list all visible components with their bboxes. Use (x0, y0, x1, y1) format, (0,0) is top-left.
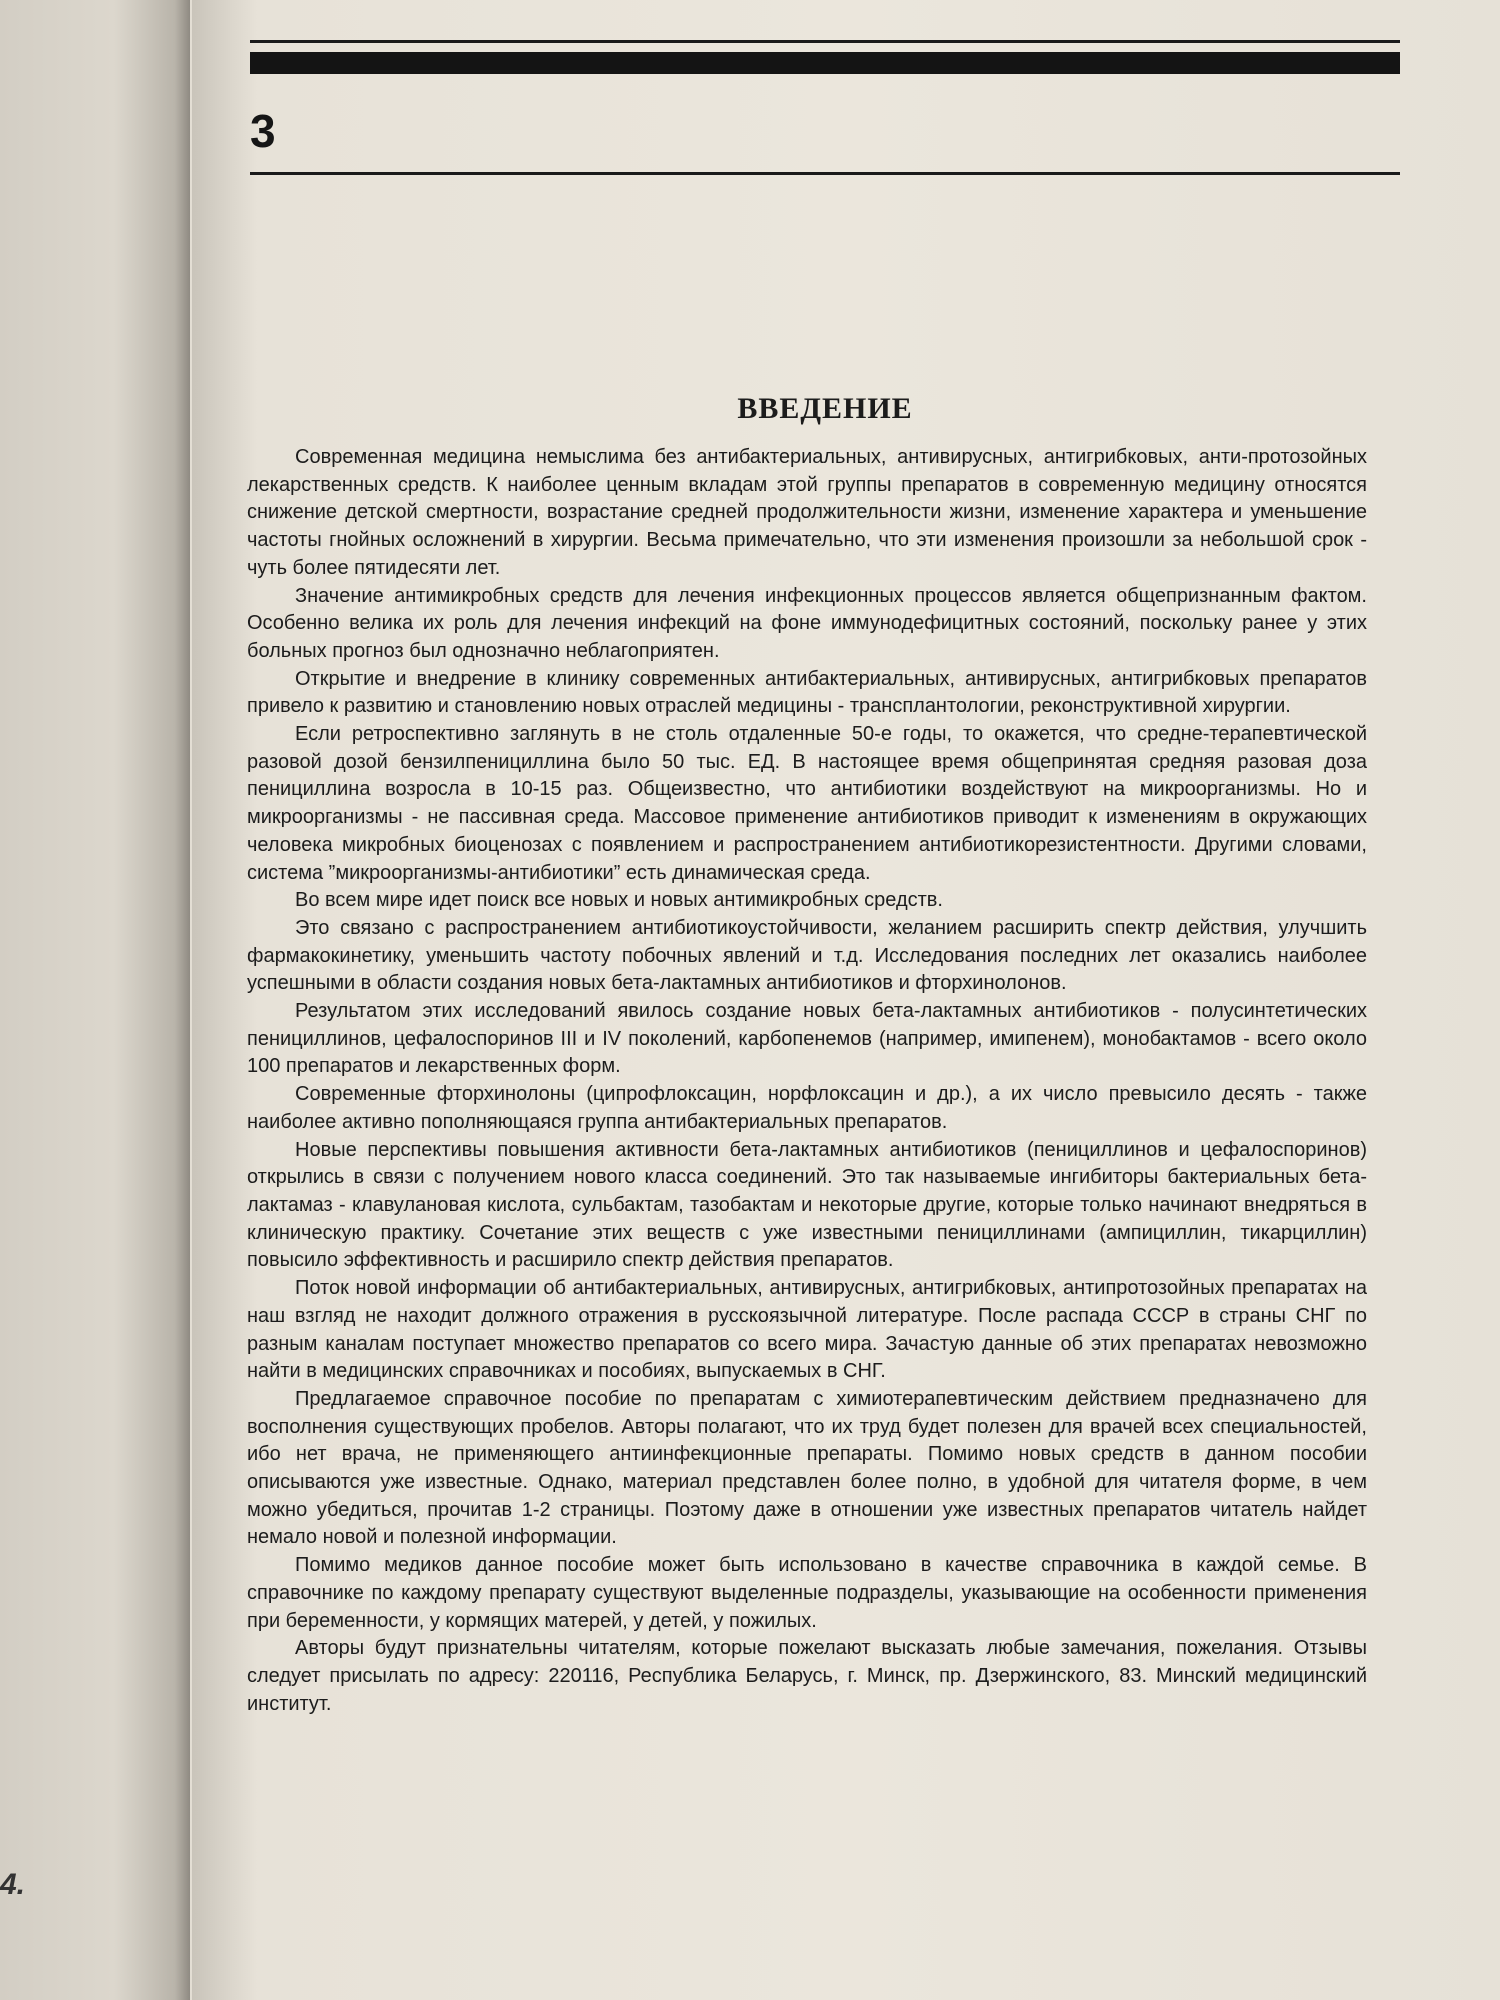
header-rule-thick (250, 52, 1400, 74)
paragraph: Поток новой информации об антибактериальных, антивирусных, антигрибковых, антипротозойных препаратах на наш взгляд не находит должного отражения в русскоязычной литературе. После распада СССР в страны СНГ по разным каналам поступает множество препаратов со всего мира. Зачастую данные об этих препаратах невозможно найти в медицинских справочниках и пособиях, выпускаемых в СНГ. (247, 1277, 1367, 1383)
paragraph: Предлагаемое справочное пособие по препаратам с химиотерапевтическим действием предназначено для восполнения существующих пробелов. Авторы полагают, что их труд будет полезен для врачей всех специальностей, ибо нет врача, не применяющего антиинфекционные препараты. Помимо новых средств в данном пособии описываются уже известные. Однако, материал представлен более полно, в удобной для читателя форме, в чем можно убедиться, прочитав 1-2 страницы. Поэтому даже в отношении уже известных препаратов читатель найдет немало новой и полезной информации. (247, 1387, 1367, 1549)
paragraph: Новые перспективы повышения активности бета-лактамных антибиотиков (пенициллинов и цефалоспоринов) открылись в связи с получением нового класса соединений. Это так называемые ингибиторы бактериальных бета-лактамаз - клавулановая кислота, сульбактам, тазобактам и некоторые другие, которые только начинают внедряться в клиническую практику. Сочетание этих веществ с уже известными пенициллинами (ампициллин, тикарциллин) повысило эффективность и расширило спектр действия препаратов. (247, 1138, 1367, 1272)
paragraph: Это связано с распространением антибиотикоустойчивости, желанием расширить спектр действия, улучшить фармакокинетику, уменьшить частоту побочных явлений и т.д. Исследования последних лет оказались наиболее успешными в области создания новых бета-лактамных антибиотиков и фторхинолонов. (247, 916, 1367, 995)
paragraph: Результатом этих исследований явилось создание новых бета-лактамных антибиотиков - полусинтетических пенициллинов, цефалоспоринов III и IV поколений, карбопенемов (например, имипенем), монобактамов - всего около 100 препаратов и лекарственных форм. (247, 1000, 1367, 1078)
body-text (247, 444, 1367, 1718)
book-page (192, 0, 1500, 2000)
header-rule-top (250, 40, 1400, 43)
chapter-number: 3 (250, 105, 276, 157)
left-page-edge (0, 0, 190, 2000)
paragraph: Если ретроспективно заглянуть в не столь отдаленные 50-е годы, то окажется, что средне-терапевтической разовой дозой бензилпенициллина было 50 тыс. ЕД. В настоящее время общепринятая средняя разовая доза пенициллина возросла в 10-15 раз. Общеизвестно, что антибиотики воздействуют на микроорганизмы. Но и микроорганизмы - не пассивная среда. Массовое применение антибиотиков приводит к изменениям в окружающих человека микробных биоценозах с появлением и распространением антибиотикорезистентности. Другими словами, система ”микроорганизмы-антибиотики” есть динамическая среда. (247, 723, 1367, 884)
page-title: ВВЕДЕНИЕ (737, 392, 913, 425)
paragraph: Современная медицина немыслима без антибактериальных, антивирусных, антигрибковых, анти-протозойных лекарственных средств. К наиболее ценным вкладам этой группы препаратов в современную медицину относятся снижение детской смертности, возрастание средней продолжительности жизни, изменение характера и уменьшение частоты гнойных осложнений в хирургии. Весьма примечательно, что эти изменения произошли за небольшой срок - чуть более пятидесяти лет. (247, 446, 1367, 579)
paragraph: Значение антимикробных средств для лечения инфекционных процессов является общепризнанным фактом. Особенно велика их роль для лечения инфекций на фоне иммунодефицитных состояний, поскольку ранее у этих больных прогноз был однозначно неблагоприятен. (247, 584, 1367, 662)
paragraph: Авторы будут признательны читателям, которые пожелают высказать любые замечания, пожелания. Отзывы следует присылать по адресу: 220116, Республика Беларусь, г. Минск, пр. Дзержинского, 83. Минский медицинский институт. (247, 1637, 1367, 1715)
paragraph: Помимо медиков данное пособие может быть использовано в качестве справочника в каждой семье. В справочнике по каждому препарату существуют выделенные подразделы, указывающие на особенности применения при беременности, у кормящих матерей, у детей, у пожилых. (247, 1554, 1367, 1632)
paragraph: Современные фторхинолоны (ципрофлоксацин, норфлоксацин и др.), а их число превысило десять - также наиболее активно пополняющаяся группа антибактериальных препаратов. (247, 1083, 1367, 1133)
left-page-number: 4. (0, 1868, 26, 1901)
paragraph: Открытие и внедрение в клинику современных антибактериальных, антивирусных, антигрибковых препаратов привело к развитию и становлению новых отраслей медицины - трансплантологии, реконструктивной хирургии. (247, 667, 1367, 718)
paragraph: Во всем мире идет поиск все новых и новых антимикробных средств. (295, 889, 943, 912)
header-rule-bottom (250, 172, 1400, 175)
